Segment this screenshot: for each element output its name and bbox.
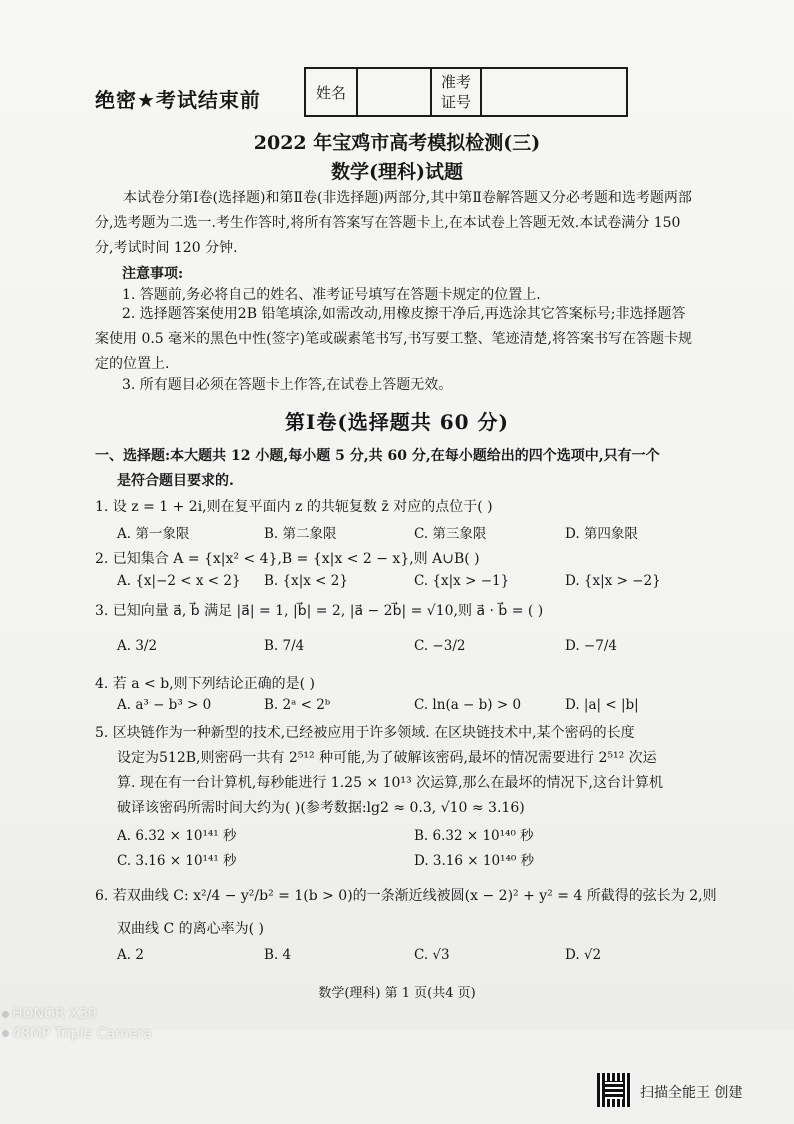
question-3: 3. 已知向量 a⃗, b⃗ 满足 |a⃗| = 1, |b⃗| = 2, |a⃗ − 2b⃗| = √10,则 a⃗ · b⃗ = ( ) bbox=[95, 603, 544, 619]
section-heading: 一、选择题:本大题共 12 小题,每小题 5 分,共 60 分,在每小题给出的四个选项中,只有一个 bbox=[95, 448, 660, 464]
question-5-line-2: 设定为512B,则密码一共有 2⁵¹² 种可能,为了破解该密码,最坏的情况需要进行 2⁵¹² 次运 bbox=[117, 750, 657, 766]
confidential-label: 绝密★考试结束前 bbox=[95, 88, 261, 112]
question-4: 4. 若 a < b,则下列结论正确的是( ) bbox=[95, 676, 316, 692]
name-label: 姓名 bbox=[305, 68, 357, 116]
exam-id-label: 准考 证号 bbox=[431, 68, 481, 116]
exam-id-field bbox=[481, 68, 627, 116]
q2-option-b: B. {x|x < 2} bbox=[264, 573, 348, 589]
notice-heading: 注意事项: bbox=[122, 266, 184, 282]
name-field bbox=[357, 68, 431, 116]
q5-option-d: D. 3.16 × 10¹⁴⁰ 秒 bbox=[414, 853, 535, 869]
candidate-info-table bbox=[304, 67, 628, 117]
q5-option-a: A. 6.32 × 10¹⁴¹ 秒 bbox=[117, 828, 237, 844]
q2-option-d: D. {x|x > −2} bbox=[565, 573, 661, 589]
section-heading-cont: 是符合题目要求的. bbox=[117, 473, 234, 489]
question-5-line-3: 算. 现在有一台计算机,每秒能进行 1.25 × 10¹³ 次运算,那么在最坏的情况下,这台计算机 bbox=[117, 775, 663, 791]
q3-option-c: C. −3/2 bbox=[414, 638, 466, 654]
q6-option-d: D. √2 bbox=[565, 947, 602, 963]
q6-option-c: C. √3 bbox=[414, 947, 450, 963]
qr-code-icon bbox=[597, 1073, 631, 1107]
q2-option-a: A. {x|−2 < x < 2} bbox=[117, 573, 241, 589]
question-2: 2. 已知集合 A = {x|x² < 4},B = {x|x < 2 − x},则 A∪B( ) bbox=[95, 551, 480, 567]
page-footer: 数学(理科) 第 1 页(共4 页) bbox=[318, 986, 476, 1001]
q6-option-a: A. 2 bbox=[117, 947, 144, 963]
question-6-line-1: 6. 若双曲线 C: x²/4 − y²/b² = 1(b > 0)的一条渐近线被圆(x − 2)² + y² = 4 所截得的弦长为 2,则 bbox=[95, 888, 717, 904]
q4-option-a: A. a³ − b³ > 0 bbox=[117, 697, 212, 713]
question-5-line-1: 5. 区块链作为一种新型的技术,已经被应用于许多领域. 在区块链技术中,某个密码的长度 bbox=[95, 725, 635, 741]
q1-option-a: A. 第一象限 bbox=[117, 526, 190, 542]
q5-option-b: B. 6.32 × 10¹⁴⁰ 秒 bbox=[414, 828, 534, 844]
exam-subtitle: 数学(理科)试题 bbox=[331, 161, 463, 183]
question-1: 1. 设 z = 1 + 2i,则在复平面内 z 的共轭复数 z̄ 对应的点位于( ) bbox=[95, 499, 493, 515]
q3-option-d: D. −7/4 bbox=[565, 638, 617, 654]
q1-option-d: D. 第四象限 bbox=[565, 526, 638, 542]
q4-option-c: C. ln(a − b) > 0 bbox=[414, 697, 522, 713]
notice-item-3: 3. 所有题目必须在答题卡上作答,在试卷上答题无效。 bbox=[122, 377, 453, 393]
part-1-heading: 第Ⅰ卷(选择题共 60 分) bbox=[284, 410, 510, 434]
q4-option-d: D. |a| < |b| bbox=[565, 697, 639, 713]
camera-dot-icon bbox=[2, 1011, 9, 1018]
q6-option-b: B. 4 bbox=[264, 947, 292, 963]
notice-item-2: 2. 选择题答案使用2B 铅笔填涂,如需改动,用橡皮擦干净后,再选涂其它答案标号;非选择题答案使用 0.5 毫米的黑色中性(签字)笔或碳素笔书写,书写要工整、笔迹清楚,将答案书写在答题卡规定的位置上. bbox=[95, 306, 692, 372]
intro-paragraph: 本试卷分第Ⅰ卷(选择题)和第Ⅱ卷(非选择题)两部分,其中第Ⅱ卷解答题又分必考题和选考题两部分,选考题为二选一.考生作答时,将所有答案写在答题卡上,在本试卷上答题无效.本试卷满分 150 分,考试时间 120 分钟. bbox=[95, 190, 692, 256]
exam-title: 2022 年宝鸡市高考模拟检测(三) bbox=[253, 132, 541, 154]
camera-dot-icon bbox=[2, 1030, 9, 1037]
q4-option-b: B. 2ᵃ < 2ᵇ bbox=[264, 697, 331, 713]
q1-option-b: B. 第二象限 bbox=[264, 526, 337, 542]
question-5-line-4: 破译该密码所需时间大约为( )(参考数据:lg2 ≈ 0.3, √10 ≈ 3.16) bbox=[117, 800, 525, 816]
camera-watermark: HONOR X30 48MP Triple Camera bbox=[12, 1006, 152, 1042]
notice-item-1: 1. 答题前,务必将自己的姓名、准考证号填写在答题卡规定的位置上. bbox=[122, 287, 541, 303]
q1-option-c: C. 第三象限 bbox=[414, 526, 487, 542]
q2-option-c: C. {x|x > −1} bbox=[414, 573, 510, 589]
q3-option-a: A. 3/2 bbox=[117, 638, 158, 654]
scanner-credit: 扫描全能王 创建 bbox=[640, 1085, 743, 1101]
q3-option-b: B. 7/4 bbox=[264, 638, 305, 654]
q5-option-c: C. 3.16 × 10¹⁴¹ 秒 bbox=[117, 853, 237, 869]
question-6-line-2: 双曲线 C 的离心率为( ) bbox=[117, 921, 264, 937]
